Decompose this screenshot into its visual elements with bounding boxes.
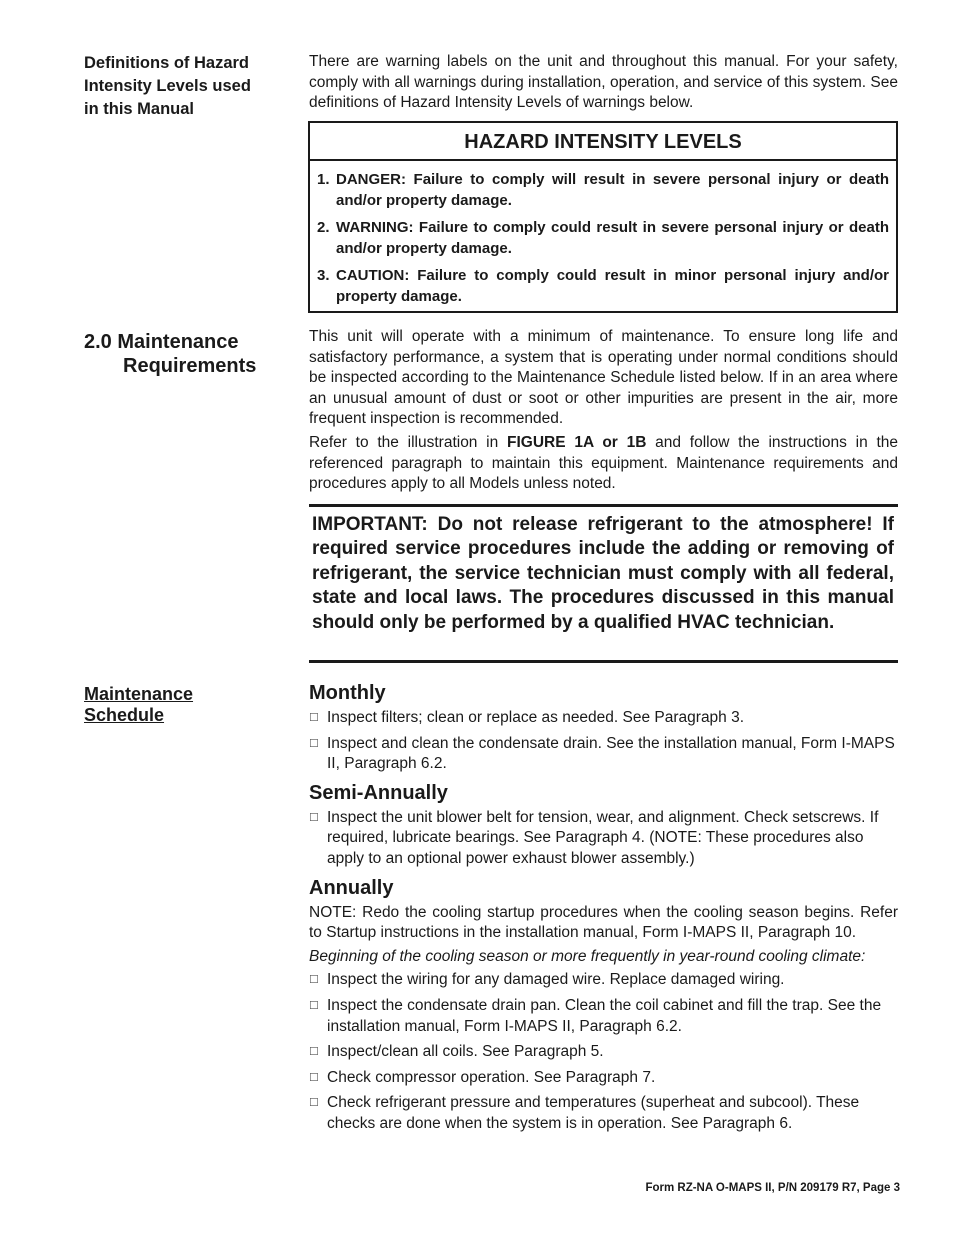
maintenance-para2-pre: Refer to the illustration in [309, 433, 508, 451]
list-item [309, 970, 898, 991]
definitions-heading-line: Intensity Levels used [84, 77, 251, 95]
checkbox-icon [309, 970, 327, 991]
maintenance-body [309, 327, 898, 498]
semi-annually-list [309, 808, 898, 870]
list-item-text: Inspect and clean the condensate drain. See the installation manual, Form I-MAPS II, Paragraph 6.2. [327, 734, 895, 773]
maintenance-heading-line1: 2.0 Maintenance [84, 331, 239, 353]
checkbox-icon [309, 1068, 327, 1089]
schedule-body [309, 681, 898, 1141]
hazard-item-caution [317, 265, 889, 307]
annually-note: NOTE: Redo the cooling startup procedures when the cooling season begins. Refer to Startup instructions in the installation manual, Form I-MAPS II, Paragraph 10. [309, 903, 898, 942]
list-item [309, 996, 898, 1037]
list-item-text: Inspect the wiring for any damaged wire. Replace damaged wiring. [327, 971, 785, 989]
hazard-intensity-box [308, 121, 898, 313]
checkbox-icon [309, 708, 327, 729]
checkbox-icon [309, 1042, 327, 1063]
semi-annually-heading: Semi-Annually [309, 781, 448, 804]
list-item [309, 708, 898, 729]
checkbox-icon [309, 1093, 327, 1134]
list-item-text: Inspect the unit blower belt for tension, wear, and alignment. Check setscrews. If required, lubricate bearings. See Paragraph 4. (NOTE: These procedures also apply to an optional power exhaust blower assembly.) [327, 808, 879, 867]
schedule-heading [84, 684, 284, 726]
checkbox-icon [309, 996, 327, 1037]
checkbox-icon [309, 734, 327, 775]
definitions-heading-line: in this Manual [84, 100, 195, 118]
hazard-list [310, 161, 896, 307]
list-item [309, 1042, 898, 1063]
monthly-heading: Monthly [309, 682, 386, 704]
maintenance-heading-line2: Requirements [123, 355, 257, 377]
list-item [309, 808, 898, 870]
annually-italic-note: Beginning of the cooling season or more frequently in year-round cooling climate: [309, 947, 866, 965]
definitions-intro-block [309, 52, 898, 117]
list-item [309, 1093, 898, 1134]
hazard-item-number: 3. [317, 267, 330, 284]
annually-heading: Annually [309, 876, 394, 899]
list-item-text: Inspect filters; clean or replace as needed. See Paragraph 3. [327, 709, 745, 726]
list-item [309, 734, 898, 775]
figure-reference: FIGURE 1A or 1B [507, 433, 647, 451]
hazard-item-text: CAUTION: Failure to comply could result in minor personal injury and/or property damage. [336, 267, 889, 305]
maintenance-para2-post: and follow the instructions in the referenced paragraph to maintain this equipment. Maintenance requirements and procedures apply to all Models unless noted. [309, 433, 898, 493]
hazard-item-warning [317, 217, 889, 259]
hazard-item-text: WARNING: Failure to comply could result in severe personal injury or death and/or property damage. [336, 219, 889, 257]
list-item-text: Check refrigerant pressure and temperatures (superheat and subcool). These checks are done when the system is in operation. See Paragraph 6. [327, 1094, 860, 1132]
hazard-item-number: 1. [317, 171, 330, 188]
annually-list [309, 970, 898, 1134]
monthly-list [309, 708, 898, 775]
maintenance-para2 [309, 433, 898, 495]
maintenance-para1: This unit will operate with a minimum of maintenance. To ensure long life and satisfactory performance, a system that is operating under normal conditions should be inspected according to the Maintenance Schedule listed below. If in an area where an unusual amount of dust or soot or other impurities are present in the air, more frequent inspection is recommended. [309, 328, 898, 428]
definitions-intro: There are warning labels on the unit and throughout this manual. For your safety, comply with all warnings during installation, operation, and service of this system. See definitions of Hazard Intensity Levels of warnings below. [309, 53, 898, 112]
schedule-heading-line2: Schedule [84, 705, 165, 725]
important-notice-text: IMPORTANT: Do not release refrigerant to the atmosphere! If required service procedures include the adding or removing of refrigerant, the service technician must comply with all federal, state and local laws. The procedures discussed in this manual should only be performed by a qualified HVAC technician. [312, 514, 894, 633]
checkbox-icon [309, 808, 327, 870]
hazard-item-number: 2. [317, 219, 330, 236]
hazard-box-title: HAZARD INTENSITY LEVELS [310, 123, 896, 161]
schedule-heading-line1: Maintenance [84, 684, 194, 704]
list-item [309, 1068, 898, 1089]
list-item-text: Check compressor operation. See Paragraph 7. [327, 1068, 656, 1086]
page-footer: Form RZ-NA O-MAPS II, P/N 209179 R7, Page 3 [645, 1182, 900, 1194]
list-item-text: Inspect the condensate drain pan. Clean the coil cabinet and fill the trap. See the installation manual, Form I-MAPS II, Paragraph 6.2. [327, 996, 882, 1035]
hazard-item-danger [317, 169, 889, 211]
list-item-text: Inspect/clean all coils. See Paragraph 5. [327, 1043, 604, 1061]
definitions-heading [84, 52, 284, 121]
important-notice [309, 504, 898, 663]
hazard-item-text: DANGER: Failure to comply will result in severe personal injury or death and/or property damage. [336, 171, 889, 209]
maintenance-heading [84, 330, 284, 378]
definitions-heading-line: Definitions of Hazard [84, 54, 250, 72]
